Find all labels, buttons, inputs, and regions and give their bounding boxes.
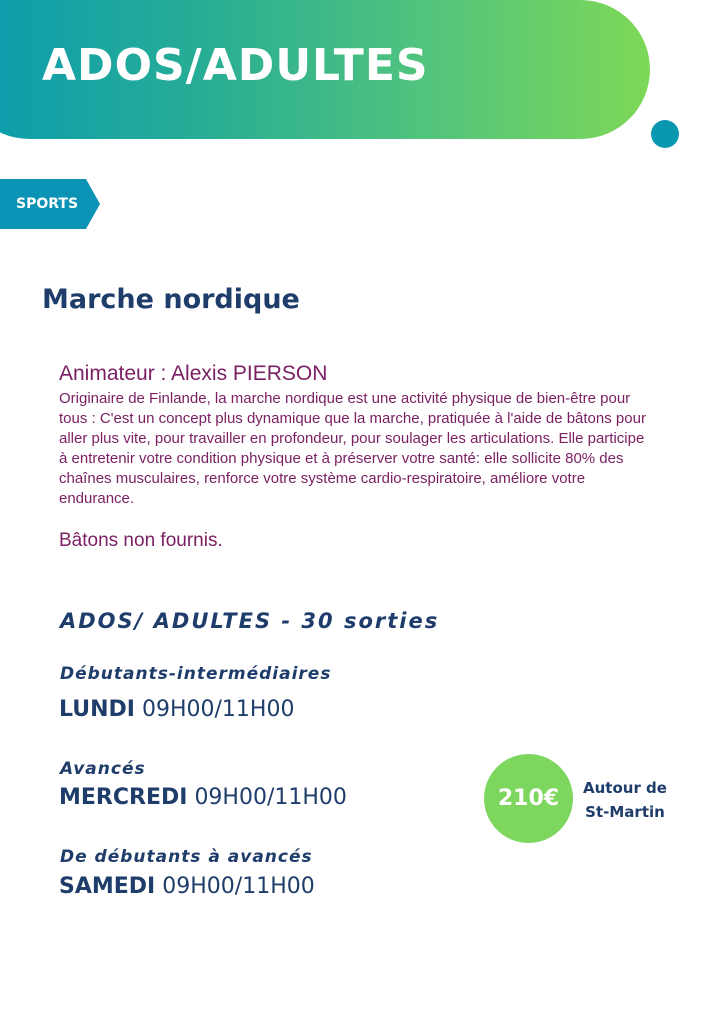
- decorative-dot: [651, 120, 679, 148]
- schedule-slot: [59, 785, 347, 810]
- schedule-title: ADOS/ ADULTES - 30 sorties: [60, 609, 440, 633]
- page-title: ADOS/ADULTES: [42, 40, 429, 91]
- level-label: De débutants à avancés: [60, 847, 313, 867]
- level-label: Débutants-intermédiaires: [60, 664, 332, 684]
- activity-description: Originaire de Finlande, la marche nordique est une activité physique de bien-être pour tous : C'est un concept plus dynamique que la marche, pratiquée à l'aide de bâtons pour aller plus vite, pour travailler en profondeur, pour soulager les articulations. Elle participe à entretenir votre condition physique et à préserver votre santé: elle sollicite 80% des chaînes musculaires, renforce votre système cardio-respiratoire, améliore votre endurance.: [59, 390, 646, 507]
- slot-time: 09H00/11H00: [194, 785, 347, 810]
- activity-title: Marche nordique: [42, 284, 300, 315]
- level-label: Avancés: [60, 759, 146, 779]
- price-badge: [484, 754, 573, 843]
- slot-time: 09H00/11H00: [162, 874, 315, 899]
- slot-day: LUNDI: [59, 697, 135, 722]
- location-line: Autour de: [583, 779, 667, 797]
- slot-time: 09H00/11H00: [141, 697, 295, 722]
- category-label: SPORTS: [16, 196, 79, 212]
- equipment-note: Bâtons non fournis.: [59, 530, 223, 551]
- location-line: St-Martin: [585, 803, 665, 821]
- slot-day: SAMEDI: [59, 874, 156, 899]
- location-label: [580, 776, 670, 824]
- schedule-slot: [59, 874, 315, 899]
- price-value: 210€: [497, 786, 560, 811]
- animator-name: Animateur : Alexis PIERSON: [59, 362, 328, 385]
- slot-day: MERCREDI: [59, 785, 188, 810]
- schedule-slot: [59, 697, 294, 722]
